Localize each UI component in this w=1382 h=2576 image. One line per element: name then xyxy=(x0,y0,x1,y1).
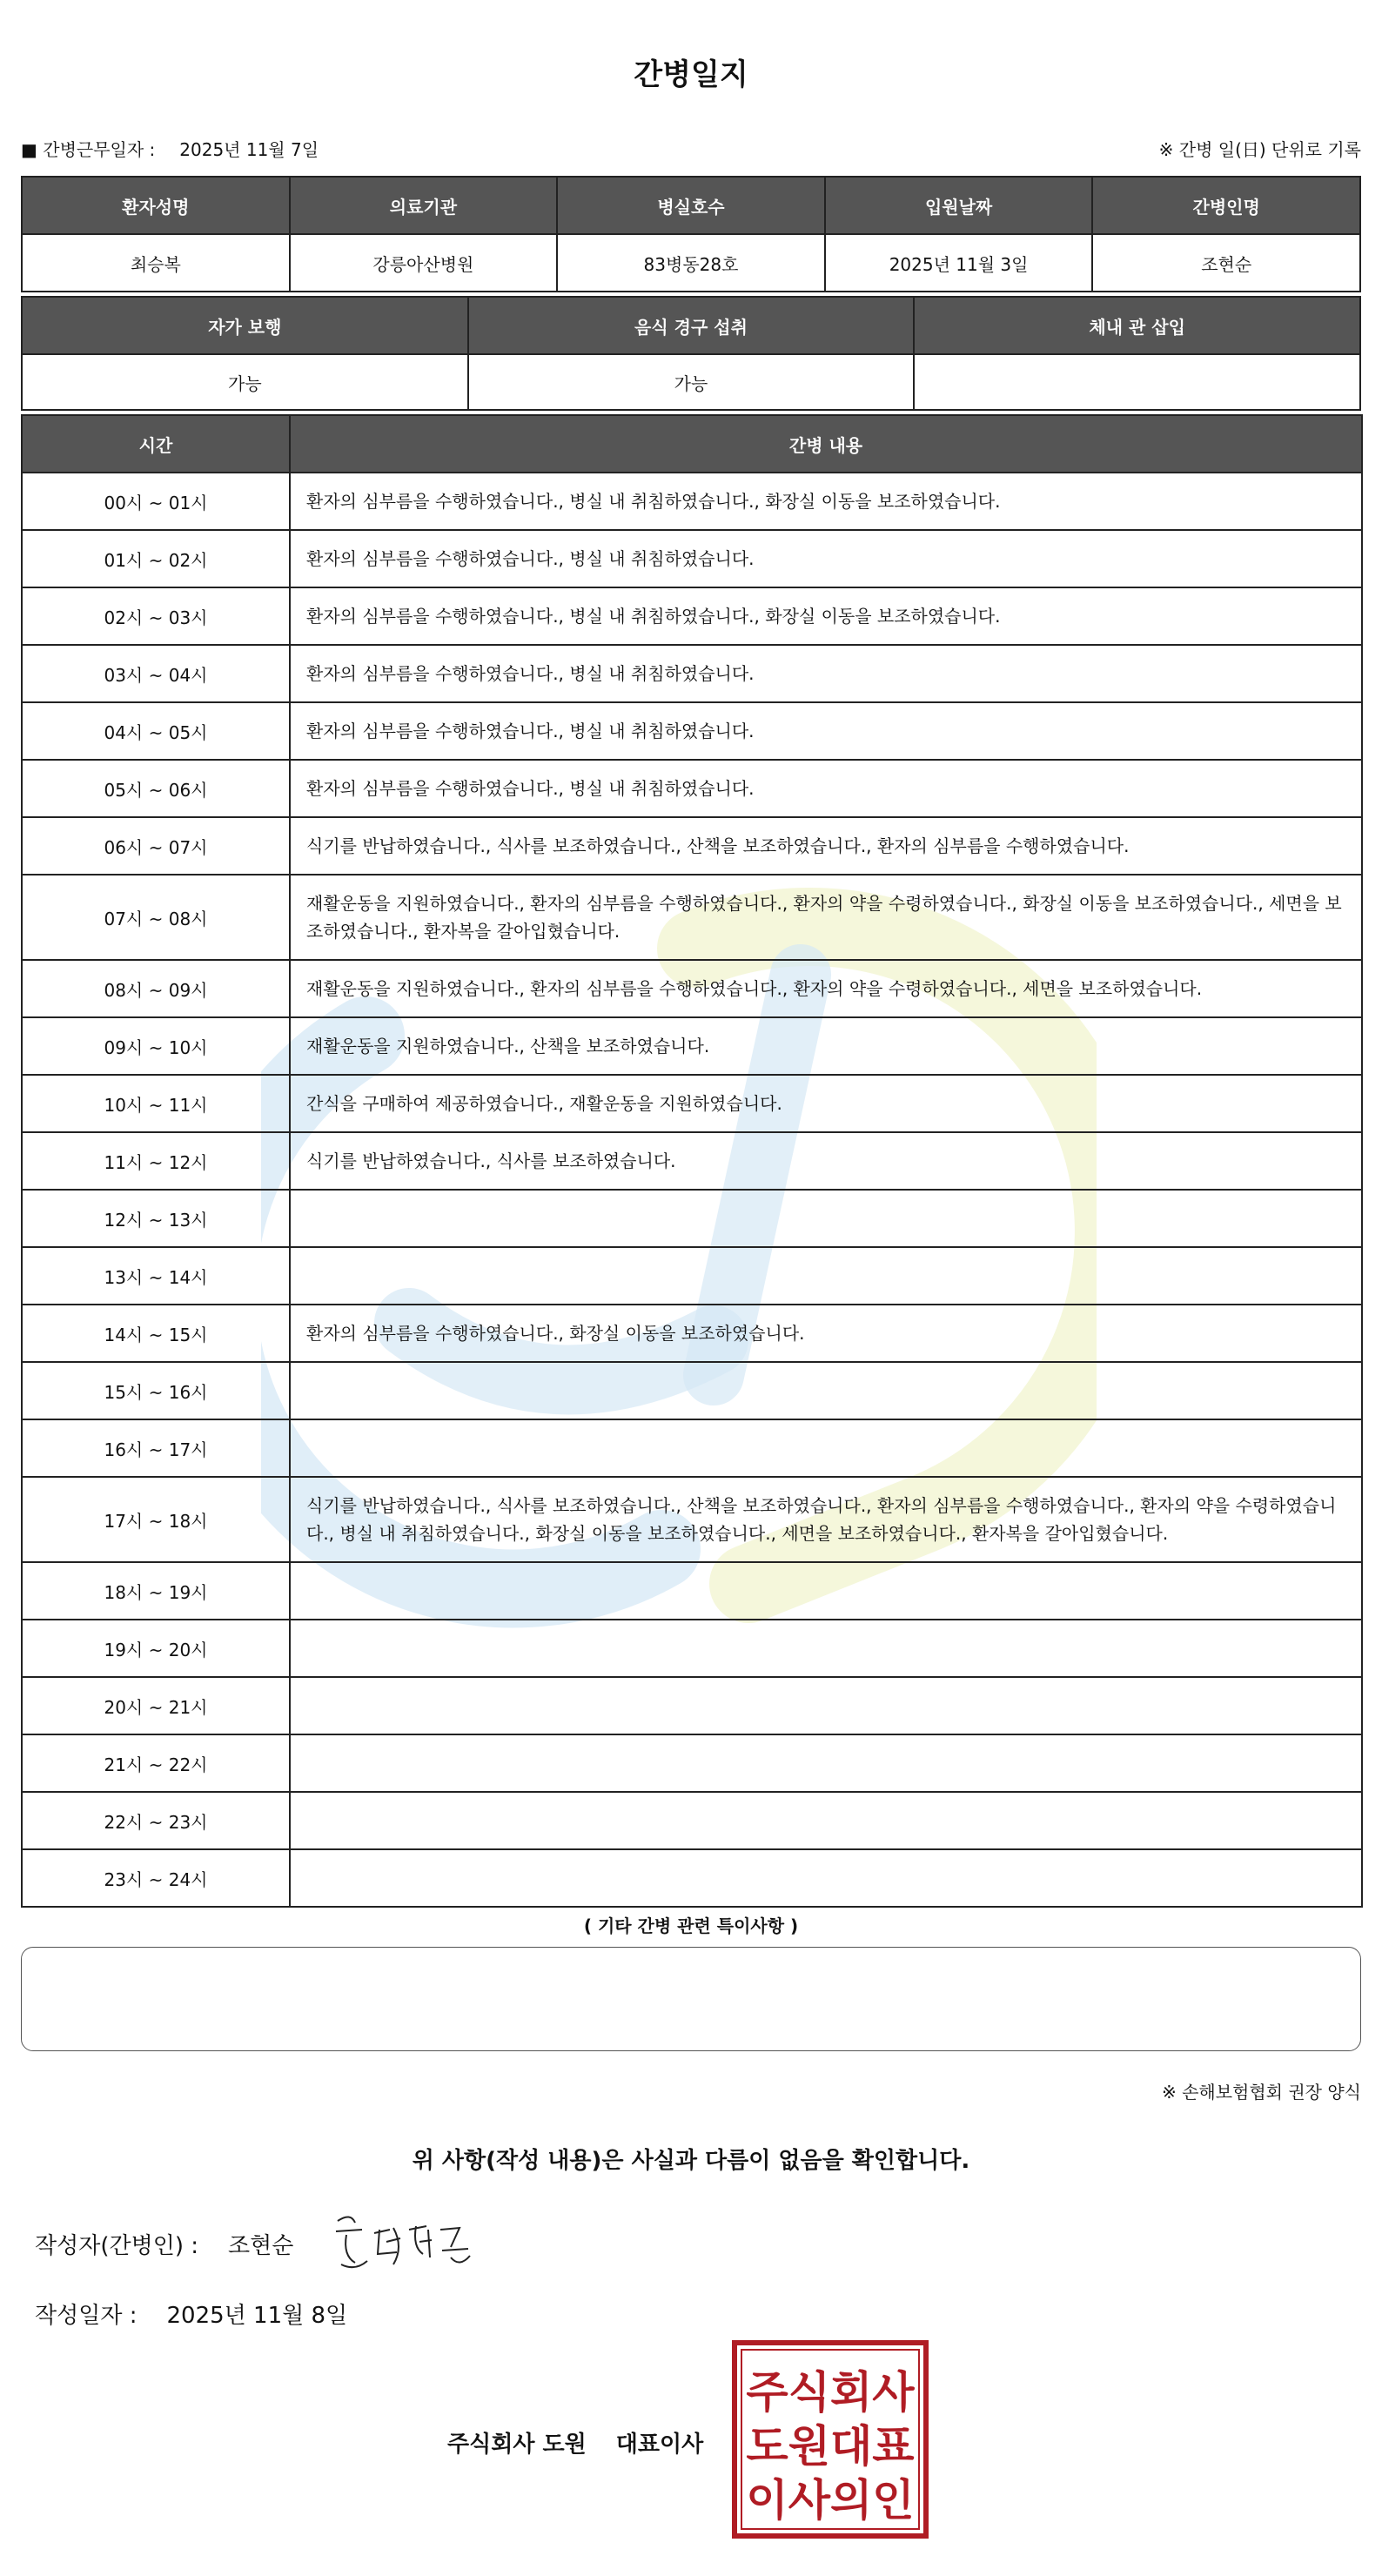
log-time: 13시 ~ 14시 xyxy=(22,1247,290,1305)
log-time: 15시 ~ 16시 xyxy=(22,1362,290,1419)
special-notes-title: ( 기타 간병 관련 특이사항 ) xyxy=(583,1915,799,1936)
log-content xyxy=(290,1792,1362,1849)
writer-label: 작성자(간병인) : xyxy=(35,2233,199,2259)
log-time: 14시 ~ 15시 xyxy=(22,1305,290,1362)
header-patient-name: 환자성명 xyxy=(22,177,290,234)
header-hospital: 의료기관 xyxy=(290,177,558,234)
log-time: 18시 ~ 19시 xyxy=(22,1562,290,1620)
self-walking-value: 가능 xyxy=(22,354,468,410)
log-time: 07시 ~ 08시 xyxy=(22,875,290,960)
company-ceo-title: 대표이사 xyxy=(615,2432,704,2458)
seal-line-3: 이사의인 xyxy=(746,2475,915,2526)
log-time: 16시 ~ 17시 xyxy=(22,1419,290,1477)
log-time: 19시 ~ 20시 xyxy=(22,1620,290,1677)
writer-line xyxy=(35,2228,293,2260)
log-time: 20시 ~ 21시 xyxy=(22,1677,290,1734)
log-time: 12시 ~ 13시 xyxy=(22,1190,290,1247)
company-line xyxy=(447,2426,703,2459)
log-content xyxy=(290,1190,1362,1247)
writer-name: 조현순 xyxy=(228,2233,294,2259)
log-content xyxy=(290,1247,1362,1305)
oral-intake-value: 가능 xyxy=(468,354,915,410)
caregiver-name: 조현순 xyxy=(1092,234,1360,292)
log-content: 환자의 심부름을 수행하였습니다., 병실 내 취침하였습니다. xyxy=(290,702,1362,760)
admission-date: 2025년 11월 3일 xyxy=(825,234,1093,292)
log-content: 환자의 심부름을 수행하였습니다., 화장실 이동을 보조하였습니다. xyxy=(290,1305,1362,1362)
seal-line-1: 주식회사 xyxy=(746,2367,915,2418)
header-caregiver-name: 간병인명 xyxy=(1092,177,1360,234)
special-notes-box xyxy=(21,1947,1361,2051)
log-time: 03시 ~ 04시 xyxy=(22,645,290,702)
log-time: 02시 ~ 03시 xyxy=(22,587,290,645)
log-content: 환자의 심부름을 수행하였습니다., 병실 내 취침하였습니다. xyxy=(290,760,1362,817)
log-content xyxy=(290,1620,1362,1677)
work-date-label: ■ 간병근무일자 : xyxy=(21,139,156,160)
log-content xyxy=(290,1849,1362,1907)
work-date xyxy=(21,136,319,161)
log-content: 환자의 심부름을 수행하였습니다., 병실 내 취침하였습니다. xyxy=(290,530,1362,587)
log-time: 11시 ~ 12시 xyxy=(22,1132,290,1190)
log-time: 00시 ~ 01시 xyxy=(22,473,290,530)
room-number: 83병동28호 xyxy=(557,234,825,292)
company-name: 주식회사 도원 xyxy=(447,2432,587,2458)
log-time: 10시 ~ 11시 xyxy=(22,1075,290,1132)
log-content: 환자의 심부름을 수행하였습니다., 병실 내 취침하였습니다., 화장실 이동을 보조하였습니다. xyxy=(290,473,1362,530)
log-time: 23시 ~ 24시 xyxy=(22,1849,290,1907)
patient-info-table xyxy=(21,176,1361,292)
log-time: 09시 ~ 10시 xyxy=(22,1017,290,1075)
log-content: 환자의 심부름을 수행하였습니다., 병실 내 취침하였습니다. xyxy=(290,645,1362,702)
handwritten-signature xyxy=(329,2204,486,2282)
patient-status-table xyxy=(21,296,1361,411)
header-admission-date: 입원날짜 xyxy=(825,177,1093,234)
log-time: 01시 ~ 02시 xyxy=(22,530,290,587)
written-date-line xyxy=(35,2298,347,2330)
form-source-note: ※ 손해보험협회 권장 양식 xyxy=(1161,2082,1361,2103)
header-oral-intake: 음식 경구 섭취 xyxy=(468,297,915,354)
header-tube-insertion: 체내 관 삽입 xyxy=(914,297,1360,354)
log-content: 간식을 구매하여 제공하였습니다., 재활운동을 지원하였습니다. xyxy=(290,1075,1362,1132)
header-self-walking: 자가 보행 xyxy=(22,297,468,354)
header-time: 시간 xyxy=(22,415,290,473)
written-date-label: 작성일자 : xyxy=(35,2303,138,2329)
log-content: 재활운동을 지원하였습니다., 산책을 보조하였습니다. xyxy=(290,1017,1362,1075)
log-content: 식기를 반납하였습니다., 식사를 보조하였습니다., 산책을 보조하였습니다., 환자의 심부름을 수행하였습니다. xyxy=(290,817,1362,875)
log-content: 재활운동을 지원하였습니다., 환자의 심부름을 수행하였습니다., 환자의 약을 수령하였습니다., 화장실 이동을 보조하였습니다., 세면을 보조하였습니다., 환자복을 갈아입혔습니다. xyxy=(290,875,1362,960)
company-seal xyxy=(731,2339,929,2539)
log-content: 식기를 반납하였습니다., 식사를 보조하였습니다. xyxy=(290,1132,1362,1190)
header-care-content: 간병 내용 xyxy=(290,415,1362,473)
hospital-name: 강릉아산병원 xyxy=(290,234,558,292)
log-time: 08시 ~ 09시 xyxy=(22,960,290,1017)
unit-note: ※ 간병 일(日) 단위로 기록 xyxy=(1158,139,1361,160)
meta-row xyxy=(21,136,1361,162)
patient-name: 최승복 xyxy=(22,234,290,292)
written-date-value: 2025년 11월 8일 xyxy=(166,2303,348,2329)
log-content: 재활운동을 지원하였습니다., 환자의 심부름을 수행하였습니다., 환자의 약을 수령하였습니다., 세면을 보조하였습니다. xyxy=(290,960,1362,1017)
work-date-value: 2025년 11월 7일 xyxy=(179,139,319,160)
confirmation-statement: 위 사항(작성 내용)은 사실과 다름이 없음을 확인합니다. xyxy=(412,2148,970,2174)
log-time: 22시 ~ 23시 xyxy=(22,1792,290,1849)
header-room: 병실호수 xyxy=(557,177,825,234)
tube-insertion-value xyxy=(914,354,1360,410)
log-time: 05시 ~ 06시 xyxy=(22,760,290,817)
log-time: 04시 ~ 05시 xyxy=(22,702,290,760)
log-content xyxy=(290,1562,1362,1620)
seal-line-2: 도원대표 xyxy=(746,2421,915,2472)
page-title: 간병일지 xyxy=(634,57,748,92)
log-time: 06시 ~ 07시 xyxy=(22,817,290,875)
log-content xyxy=(290,1734,1362,1792)
log-content xyxy=(290,1362,1362,1419)
log-content xyxy=(290,1419,1362,1477)
log-content: 환자의 심부름을 수행하였습니다., 병실 내 취침하였습니다., 화장실 이동을 보조하였습니다. xyxy=(290,587,1362,645)
log-time: 17시 ~ 18시 xyxy=(22,1477,290,1562)
log-content: 식기를 반납하였습니다., 식사를 보조하였습니다., 산책을 보조하였습니다., 환자의 심부름을 수행하였습니다., 환자의 약을 수령하였습니다., 병실 내 취침하였습니다., 화장실 이동을 보조하였습니다., 세면을 보조하였습니다., 환자복을 갈아입혔습니다. xyxy=(290,1477,1362,1562)
log-content xyxy=(290,1677,1362,1734)
care-log-table xyxy=(21,414,1363,1908)
log-time: 21시 ~ 22시 xyxy=(22,1734,290,1792)
